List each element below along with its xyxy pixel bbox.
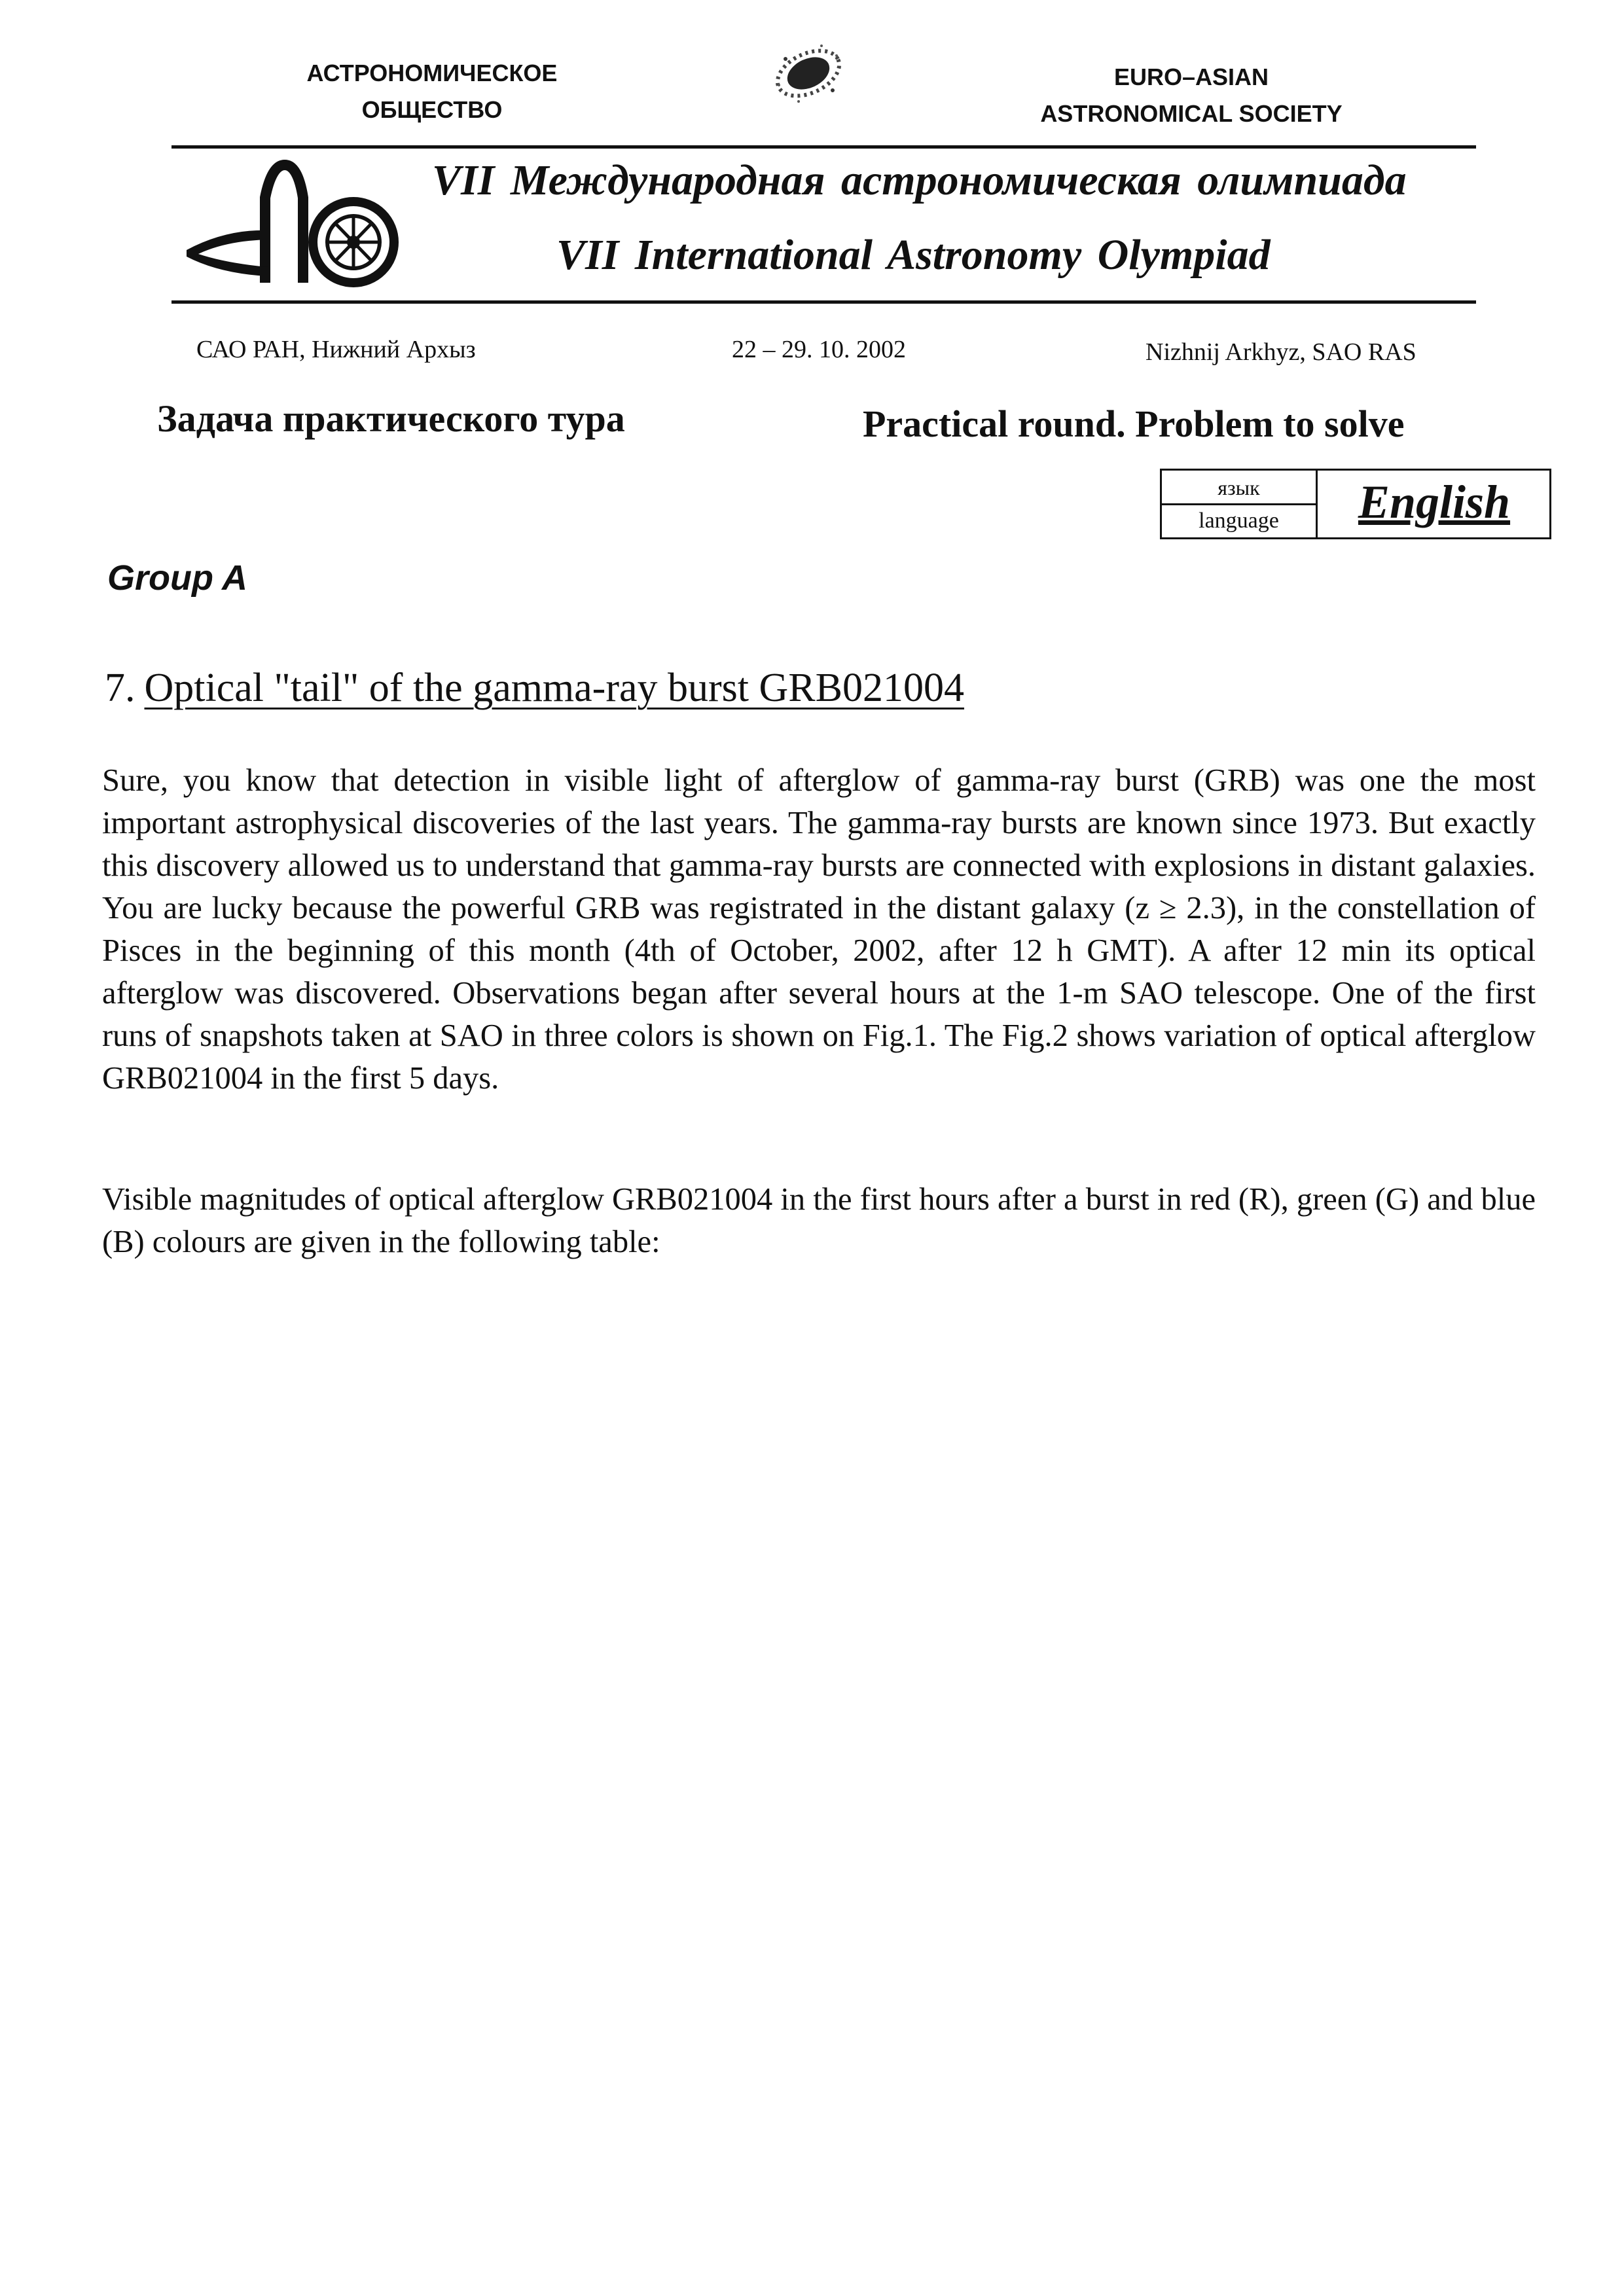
- group-label: Group A: [107, 558, 247, 598]
- society-name-ru: [249, 55, 615, 128]
- task-title-ru: Задача практического тура: [157, 397, 625, 440]
- problem-heading: [105, 665, 964, 711]
- society-name-en: [969, 59, 1414, 132]
- problem-paragraph-1: Sure, you know that detection in visible light of afterglow of gamma-ray burst (GRB) was one the most important astrophysical discoveries of the last years. The gamma-ray bursts are known since 1973. But exactly this discovery allowed us to understand that gamma-ray bursts are connected with explosions in distant galaxies. You are lucky because the powerful GRB was registrated in the distant galaxy (z ≥ 2.3), in the constellation of Pisces in the beginning of this month (4th of October, 2002, after 12 h GMT). A after 12 min its optical afterglow was discovered. Observations began after several hours at the 1-m SAO telescope. One of the first runs of snapshots taken at SAO in three colors is shown on Fig.1. The Fig.2 shows variation of optical afterglow GRB021004 in the first 5 days.: [102, 763, 1536, 1096]
- language-label-ru: язык: [1162, 471, 1316, 505]
- olympiad-logo-icon: [187, 152, 409, 293]
- galaxy-icon: [759, 33, 857, 118]
- problem-paragraph-2: Visible magnitudes of optical afterglow GRB021004 in the first hours after a burst in red (R), green (G) and blue (B) colours are given in the following table:: [102, 1182, 1536, 1259]
- language-label-en: language: [1199, 509, 1279, 533]
- society-name-ru-line2: ОБЩЕСТВО: [361, 96, 503, 123]
- location-en: Nizhnij Arkhyz, SAO RAS: [1146, 338, 1416, 366]
- society-name-en-line1: EURO–ASIAN: [1113, 63, 1269, 90]
- olympiad-title-ru: VII Международная астрономическая олимпиада: [432, 156, 1407, 204]
- header-rule-top: [171, 145, 1476, 149]
- location-ru: САО РАН, Нижний Архыз: [196, 336, 476, 363]
- language-box: [1160, 469, 1551, 539]
- society-name-en-line2: ASTRONOMICAL SOCIETY: [1040, 100, 1343, 127]
- society-name-ru-line1: АСТРОНОМИЧЕСКОЕ: [306, 60, 558, 86]
- problem-number: 7.: [105, 666, 135, 710]
- olympiad-title-en: VII International Astronomy Olympiad: [556, 231, 1271, 279]
- language-label-cell: [1162, 471, 1318, 537]
- header-rule-bottom: [171, 300, 1476, 304]
- problem-title: Optical "tail" of the gamma-ray burst GRB021004: [144, 666, 964, 710]
- event-dates: 22 – 29. 10. 2002: [732, 336, 906, 363]
- task-title-en: Practical round. Problem to solve: [863, 403, 1405, 445]
- language-value: English: [1358, 476, 1511, 528]
